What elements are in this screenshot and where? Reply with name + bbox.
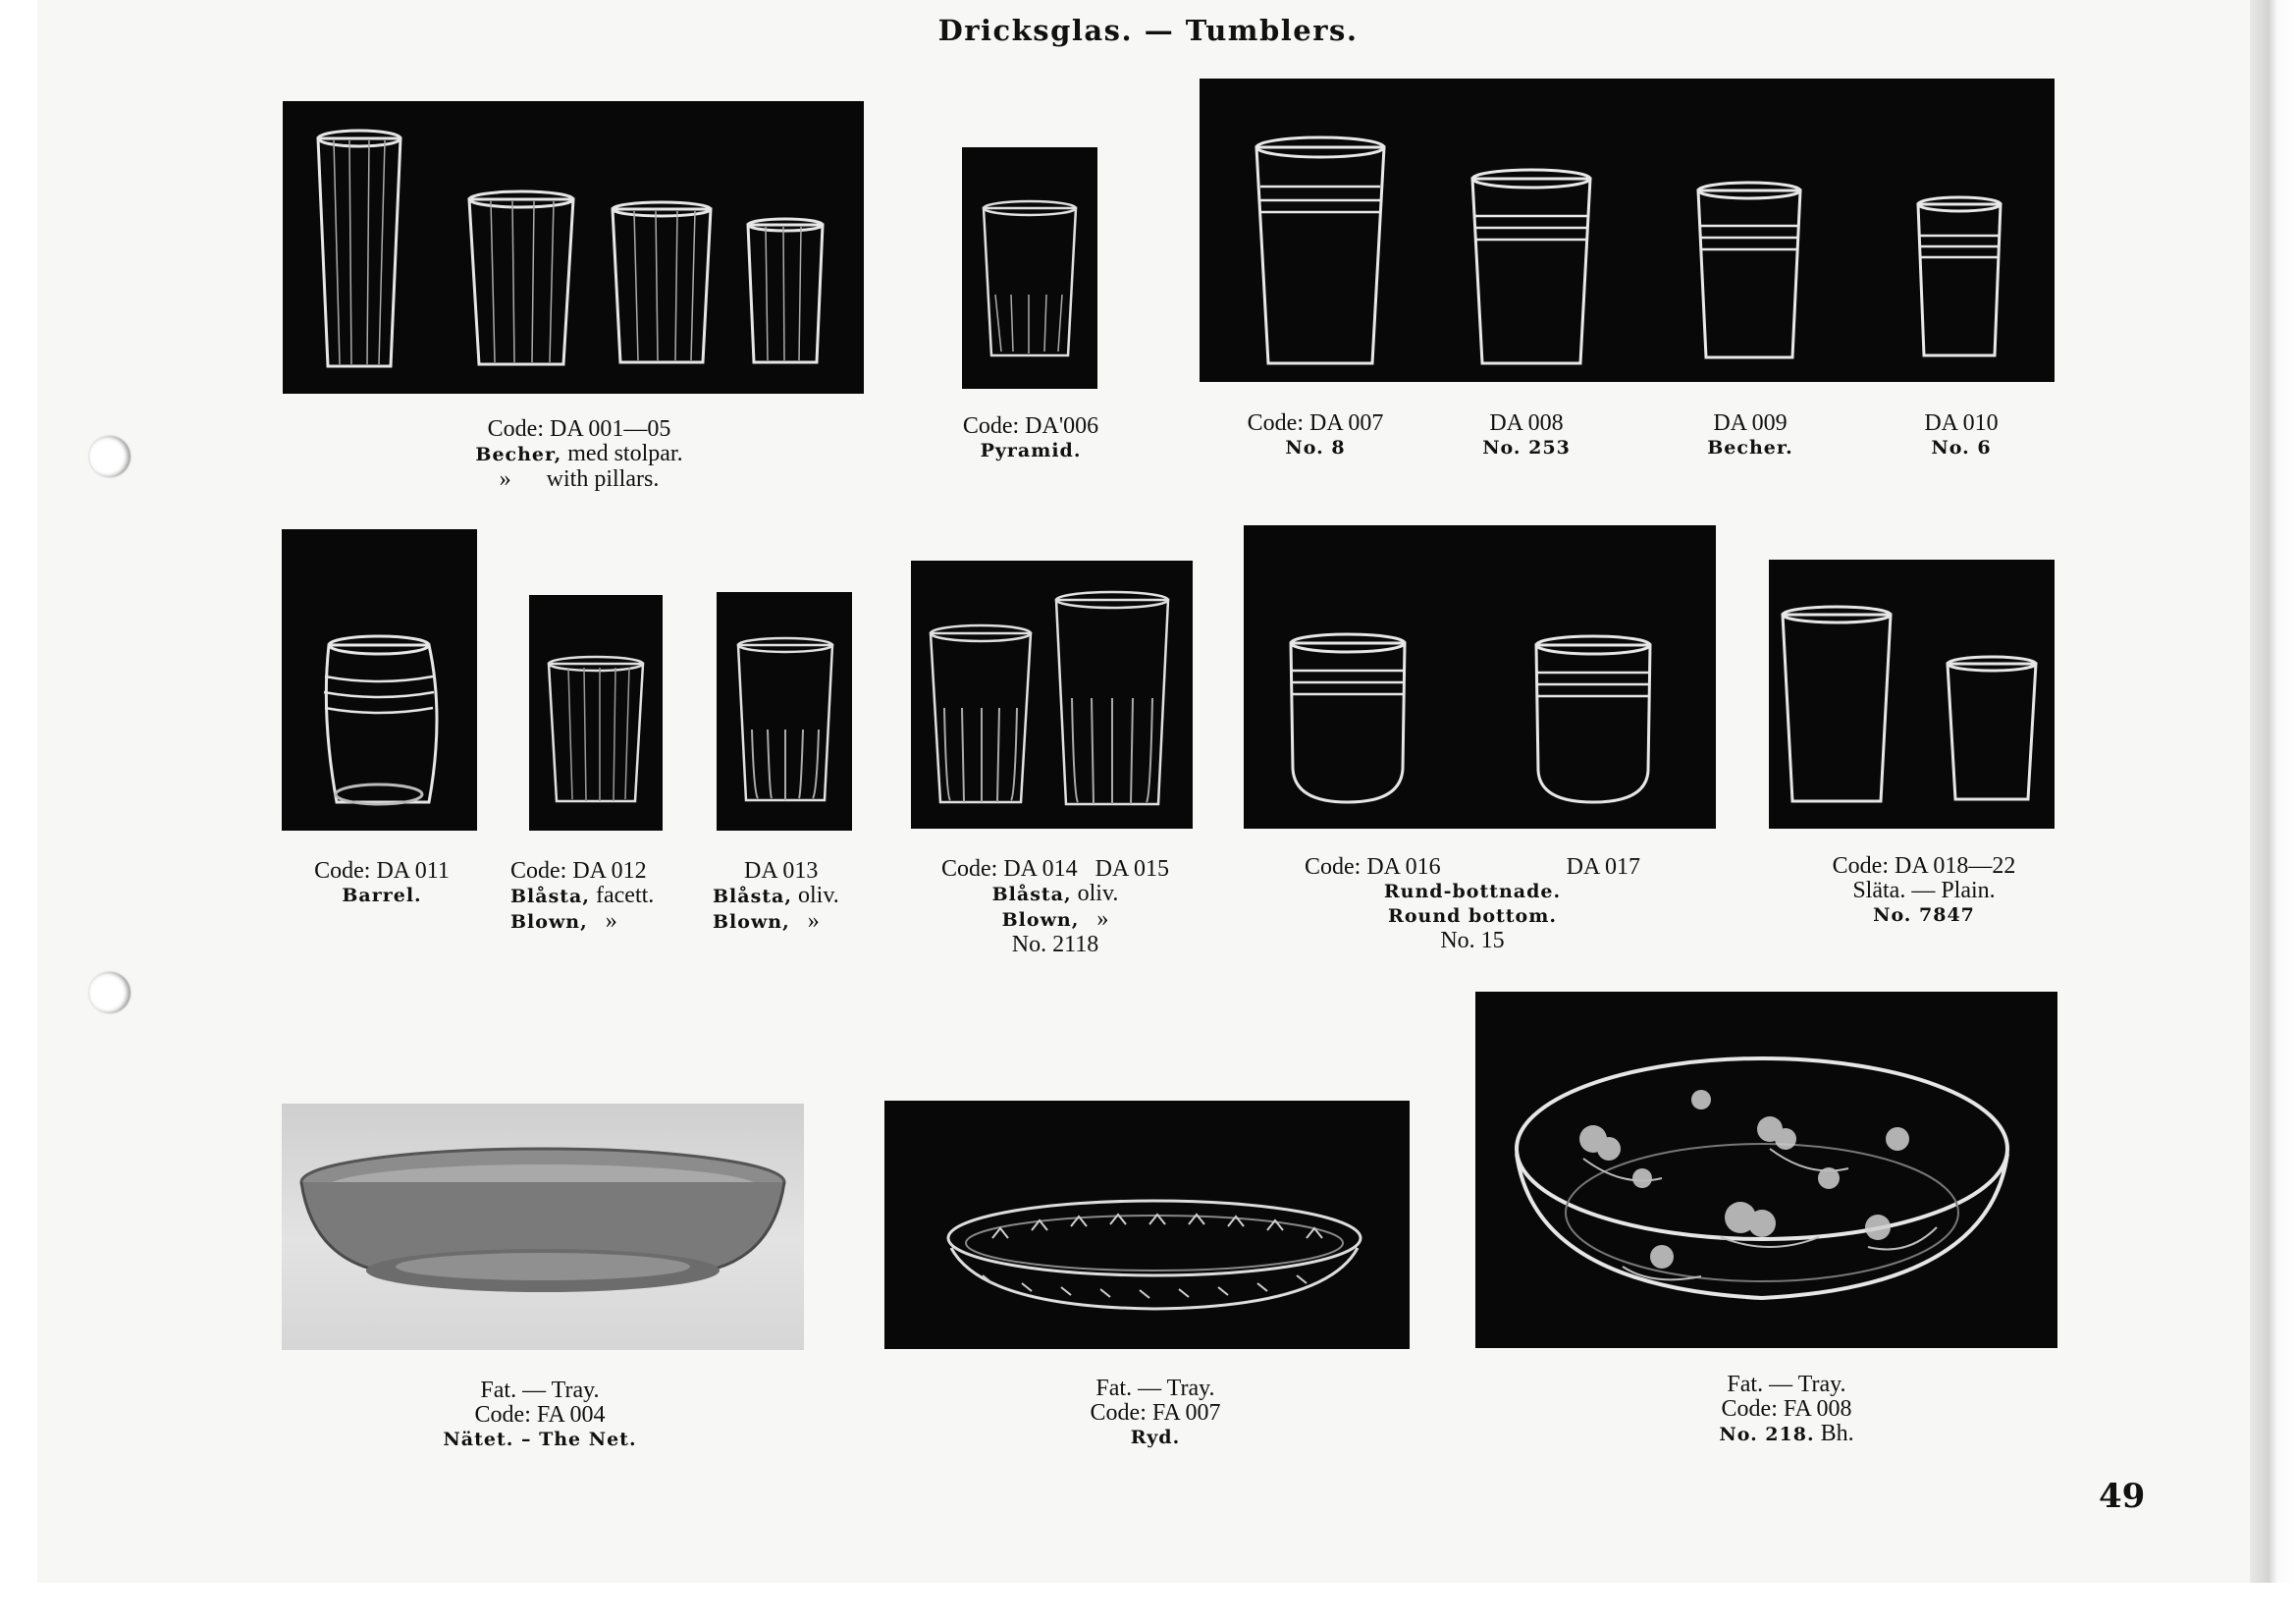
caption-line2-bold: Blown, xyxy=(510,911,588,933)
caption-name: No. 6 xyxy=(1931,437,1992,459)
caption-name-bold: Becher, xyxy=(475,444,562,465)
caption-code2: DA 017 xyxy=(1566,854,1640,880)
caption-name: Ryd. xyxy=(1130,1427,1181,1448)
caption-line1-rest: facett. xyxy=(596,883,655,908)
caption-codes xyxy=(1256,855,1688,880)
caption-line1: Släta. — Plain. xyxy=(1852,878,1996,903)
caption-code: Code: DA 011 xyxy=(314,858,450,884)
caption-line2: No. 7847 xyxy=(1873,904,1975,926)
photo-da006 xyxy=(962,147,1097,389)
caption-name: Becher. xyxy=(1707,437,1793,459)
plain-tumblers-image xyxy=(1769,560,2055,829)
caption-da007 xyxy=(1217,411,1414,460)
scan-margin-bottom xyxy=(0,1583,2296,1623)
caption-fa007 xyxy=(1008,1377,1303,1450)
caption-code: Code: DA 014 DA 015 xyxy=(940,856,1169,882)
caption-line2: Round bottom. xyxy=(1388,905,1557,927)
page-title: Dricksglas. — Tumblers. xyxy=(937,14,1359,47)
caption-code: Code: DA 018—22 xyxy=(1832,853,2016,879)
caption-code: DA 009 xyxy=(1713,410,1788,436)
blown-olive-tumbler-image xyxy=(717,592,852,831)
caption-line3: No. 15 xyxy=(1440,928,1505,953)
photo-fa004 xyxy=(282,1104,804,1350)
barrel-tumbler-image xyxy=(282,529,477,831)
caption-da016-017 xyxy=(1256,855,1688,953)
caption-da006 xyxy=(923,414,1139,463)
caption-line1: Fat. — Tray. xyxy=(1095,1376,1215,1401)
caption-line2-bold: Blown, xyxy=(1001,909,1080,931)
photo-da014-015 xyxy=(911,561,1193,829)
caption-name: Pyramid. xyxy=(980,440,1082,461)
caption-line1-bold: Blåsta, xyxy=(510,886,590,907)
photo-da016-017 xyxy=(1244,525,1716,829)
caption-name xyxy=(422,442,736,467)
caption-line1-bold: Blåsta, xyxy=(713,886,792,907)
caption-da008 xyxy=(1448,411,1605,460)
caption-da009 xyxy=(1672,411,1829,460)
caption-code: Code: DA 001—05 xyxy=(487,416,671,442)
caption-code: Code: DA 012 xyxy=(510,858,647,884)
tumblers-with-pillars-image xyxy=(283,101,864,394)
caption-code: Code: FA 008 xyxy=(1721,1396,1852,1422)
caption-name xyxy=(1639,1422,1934,1447)
caption-da014-015 xyxy=(908,857,1202,957)
caption-code: Code: FA 004 xyxy=(474,1402,606,1428)
caption-line1: Rund-bottnade. xyxy=(1383,881,1562,902)
caption-fa008 xyxy=(1639,1373,1934,1447)
photo-da013 xyxy=(717,592,852,831)
caption-line2: » with pillars. xyxy=(499,466,660,492)
round-bottom-tumblers-image xyxy=(1244,525,1716,829)
photo-da018-22 xyxy=(1769,560,2055,829)
caption-line2-rest: » xyxy=(807,908,820,934)
caption-da010 xyxy=(1883,411,2040,460)
caption-code: Code: FA 007 xyxy=(1090,1400,1221,1426)
caption-line1: Fat. — Tray. xyxy=(480,1378,600,1403)
caption-line3: No. 2118 xyxy=(1011,932,1099,957)
photo-fa008 xyxy=(1475,992,2057,1348)
caption-da011 xyxy=(284,859,480,908)
caption-name: No. 253 xyxy=(1482,437,1571,459)
caption-name-rest: Bh. xyxy=(1820,1421,1854,1446)
punch-hole-top xyxy=(89,436,131,477)
floral-tray-image xyxy=(1475,992,2057,1348)
caption-line1 xyxy=(510,884,687,909)
caption-fa004 xyxy=(393,1379,687,1452)
punch-hole-bottom xyxy=(89,972,131,1013)
caption-code: Code: DA'006 xyxy=(962,413,1099,439)
caption-code: DA 010 xyxy=(1924,410,1999,436)
caption-line1-bold: Blåsta, xyxy=(991,884,1072,905)
caption-line2-bold: Blown, xyxy=(713,911,790,933)
caption-da012 xyxy=(510,859,687,935)
caption-line1-rest: oliv. xyxy=(1077,881,1119,906)
page-number: 49 xyxy=(2099,1477,2146,1516)
caption-da018-22 xyxy=(1806,854,2042,928)
caption-line1 xyxy=(908,882,1202,907)
pyramid-tumbler-image xyxy=(962,147,1097,389)
photo-da001-05 xyxy=(283,101,864,394)
caption-line2 xyxy=(713,909,870,935)
caption-da013 xyxy=(713,859,870,935)
blown-olive-tumblers-pair-image xyxy=(911,561,1193,829)
caption-line1 xyxy=(713,884,870,909)
ryd-tray-image xyxy=(884,1101,1410,1349)
caption-name-bold: No. 218. xyxy=(1719,1424,1815,1445)
caption-code: Code: DA 007 xyxy=(1247,410,1384,436)
photo-fa007 xyxy=(884,1101,1410,1349)
caption-line2-rest: » xyxy=(1096,906,1109,932)
caption-da001-05 xyxy=(422,417,736,492)
caption-code: DA 013 xyxy=(744,858,819,884)
caption-name: Barrel. xyxy=(342,885,422,906)
caption-code: Code: DA 016 xyxy=(1304,854,1441,880)
photo-da012 xyxy=(529,595,663,831)
caption-line1-rest: oliv. xyxy=(798,883,839,908)
caption-line2 xyxy=(510,909,687,935)
caption-line1: Fat. — Tray. xyxy=(1727,1372,1846,1397)
caption-name-rest: med stolpar. xyxy=(567,441,683,466)
photo-da007-010 xyxy=(1200,79,2055,382)
blown-faceted-tumbler-image xyxy=(529,595,663,831)
caption-line2 xyxy=(908,907,1202,933)
striped-tumblers-image xyxy=(1200,79,2055,382)
page-binding-edge xyxy=(2250,0,2296,1583)
scan-margin-left xyxy=(0,0,37,1623)
photo-da011 xyxy=(282,529,477,831)
caption-name: Nätet. – The Net. xyxy=(443,1429,637,1450)
caption-line2-rest: » xyxy=(605,908,617,934)
net-tray-image xyxy=(282,1104,804,1350)
caption-name: No. 8 xyxy=(1285,437,1346,459)
caption-code: DA 008 xyxy=(1489,410,1564,436)
